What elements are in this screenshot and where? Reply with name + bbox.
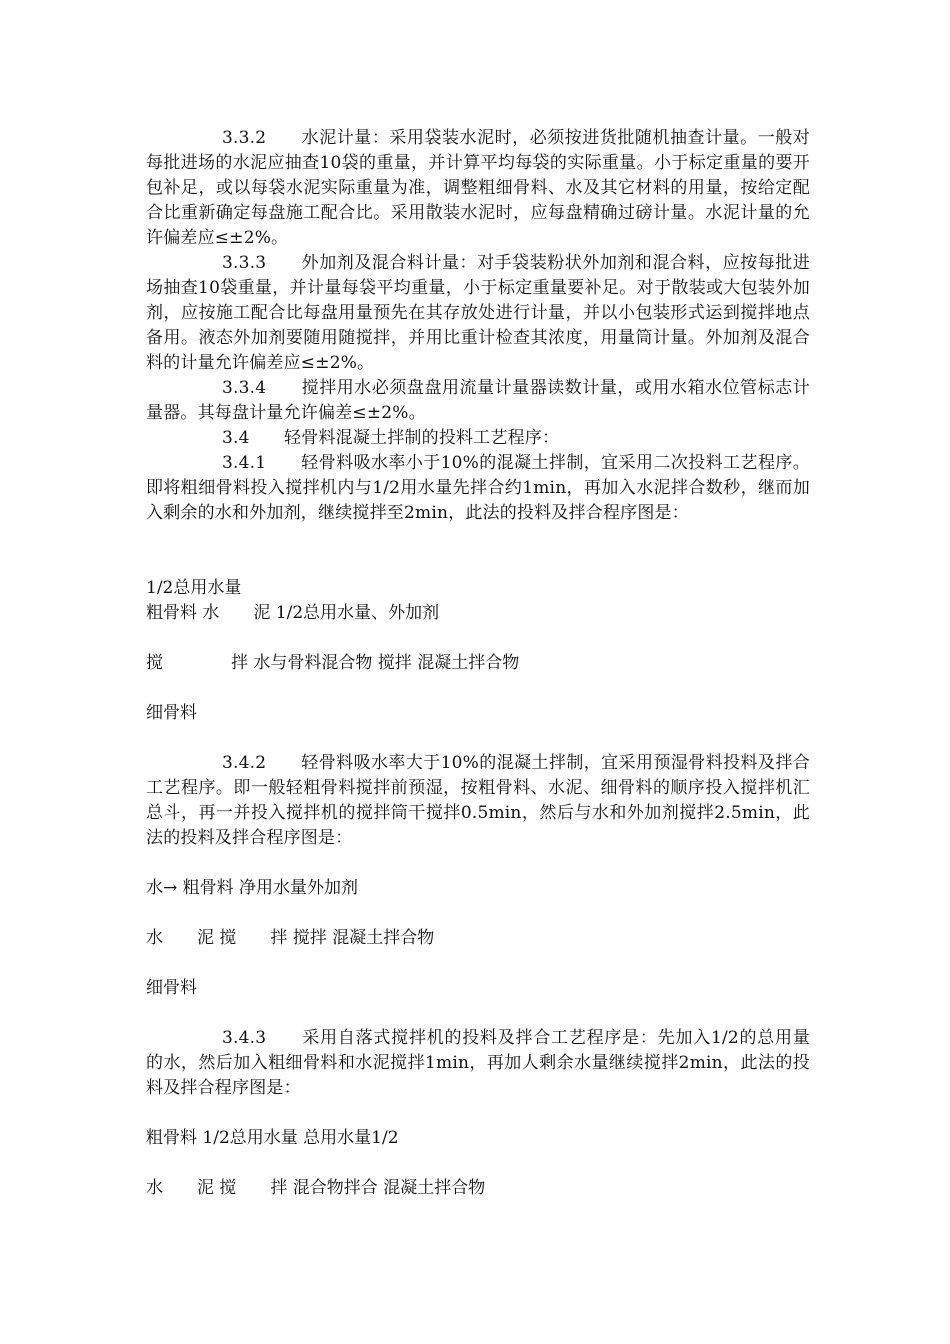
paragraph-3-4-3: 3.4.3 采用自落式搅拌机的投料及拌合工艺程序是：先加入1/2的总用量的水，然后加入粗细骨料和水泥搅拌1min，再加人剩余水量继续搅拌2min，此法的投料及拌合程序图是： xyxy=(146,1028,810,1098)
paragraph-3-4-1: 3.4.1 轻骨料吸水率小于10%的混凝土拌制，宜采用二次投料工艺程序。即将粗细骨料投入搅拌机内与1/2用水量先拌合约1min，再加入水泥拌合数秒，继而加入剩余的水和外加剂，继续搅拌至2min，此法的投料及拌合程序图是： xyxy=(146,453,810,523)
diagram1-line1: 1/2总用水量 xyxy=(146,578,242,598)
diagram1-line3: 搅 拌 水与骨料混合物 搅拌 混凝土拌合物 xyxy=(146,653,520,673)
diagram1-line4: 细骨料 xyxy=(146,703,197,723)
diagram2-line1: 水→ 粗骨料 净用水量外加剂 xyxy=(146,878,359,898)
paragraph-3-4: 3.4 轻骨料混凝土拌制的投料工艺程序： xyxy=(222,428,560,448)
paragraph-3-3-2: 3.3.2 水泥计量：采用袋装水泥时，必须按进货批随机抽查计量。一般对每批进场的水泥应抽查10袋的重量，并计算平均每袋的实际重量。小于标定重量的要开包补足，或以每袋水泥实际重量为准，调整粗细骨料、水及其它材料的用量，按给定配合比重新确定每盘施工配合比。采用散装水泥时，应每盘精确过磅计量。水泥计量的允许偏差应≤±2%。 xyxy=(146,128,810,248)
paragraph-3-4-2: 3.4.2 轻骨料吸水率大于10%的混凝土拌制，宜采用预湿骨料投料及拌合工艺程序。即一般轻粗骨料搅拌前预湿，按粗骨料、水泥、细骨料的顺序投入搅拌机汇总斗，再一并投入搅拌机的搅拌筒干搅拌0.5min，然后与水和外加剂搅拌2.5min，此法的投料及拌合程序图是： xyxy=(146,753,810,848)
diagram3-line1: 粗骨料 1/2总用水量 总用水量1/2 xyxy=(146,1128,399,1148)
paragraph-3-3-3: 3.3.3 外加剂及混合料计量：对手袋装粉状外加剂和混合料，应按每批进场抽查10袋重量，并计量每袋平均重量，小于标定重量要补足。对于散装或大包装外加剂，应按施工配合比每盘用量预先在其存放处进行计量，并以小包装形式运到搅拌地点备用。液态外加剂要随用随搅拌，并用比重计检查其浓度，用量筒计量。外加剂及混合料的计量允许偏差应≤±2%。 xyxy=(146,253,810,373)
diagram3-line2: 水 泥 搅 拌 混合物拌合 混凝土拌合物 xyxy=(146,1178,486,1198)
diagram1-line2: 粗骨料 水 泥 1/2总用水量、外加剂 xyxy=(146,603,440,623)
paragraph-3-3-4: 3.3.4 搅拌用水必须盘盘用流量计量器读数计量，或用水箱水位管标志计量器。其每盘计量允许偏差≤±2%。 xyxy=(146,378,810,423)
diagram2-line3: 细骨料 xyxy=(146,978,197,998)
diagram2-line2: 水 泥 搅 拌 搅拌 混凝土拌合物 xyxy=(146,928,435,948)
